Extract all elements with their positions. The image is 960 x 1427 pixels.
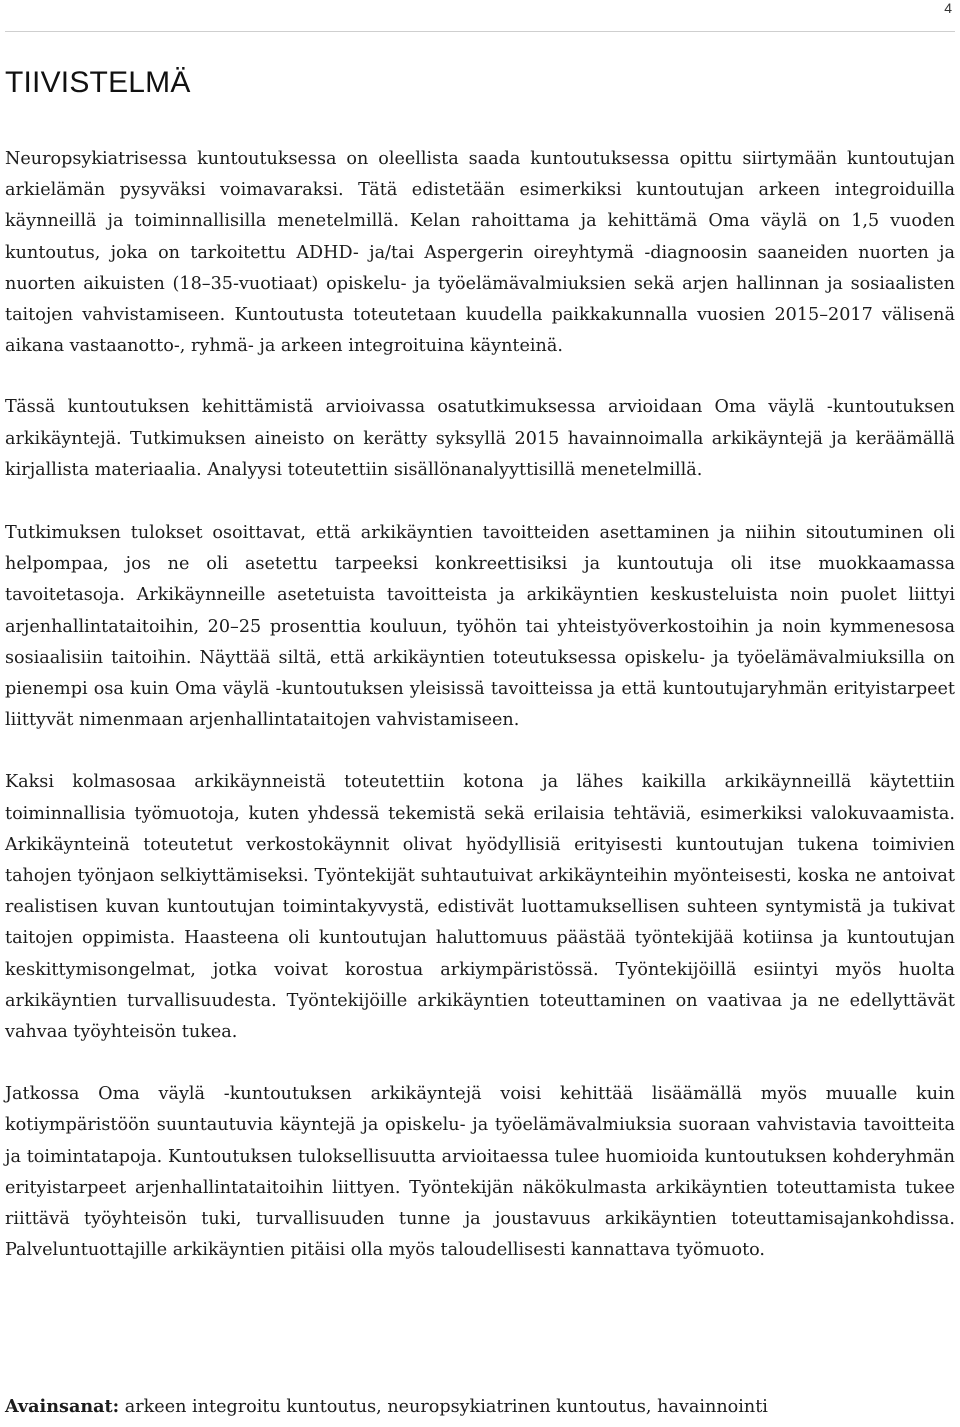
header-divider [5, 31, 955, 32]
paragraph-5: Jatkossa Oma väylä -kuntoutuksen arkikäyntejä voisi kehittää lisäämällä myös muualle kuin kotiympäristöön suuntautuvia käyntejä ja opiskelu- ja työelämävalmiuksia suoraan vahvistavia tavoitteita ja toimintatapoja. Kuntoutuksen tuloksellisuutta arvioitaessa tulee huomioida kuntoutuksen kohderyhmän erityistarpeet arjenhallintataitoihin liittyen. Työntekijän näkökulmasta arkikäyntien toteuttamista tukee riittävä työyhteisön tuki, turvallisuuden tunne ja joustavuus arkikäyntien toteuttamisajankohdissa. Palveluntuottajille arkikäyntien pitäisi olla myös taloudellisesti kannattava työmuoto. [5, 1084, 955, 1261]
paragraph-1: Neuropsykiatrisessa kuntoutuksessa on oleellista saada kuntoutuksessa opittu siirtymään kuntoutujan arkielämän pysyväksi voimavaraksi. Tätä edistetään esimerkiksi kuntoutujan arkeen integroiduilla käynneillä ja toiminnallisilla menetelmillä. Kelan rahoittama ja kehittämä Oma väylä on 1,5 vuoden kuntoutus, joka on tarkoitettu ADHD- ja/tai Aspergerin oireyhtymä -diagnoosin saaneiden nuorten ja nuorten aikuisten (18–35-vuotiaat) opiskelu- ja työelämävalmiuksien sekä arjen hallinnan ja sosiaalisten taitojen vahvistamiseen. Kuntoutusta toteutetaan kuudella paikkakunnalla vuosien 2015–2017 välisenä aikana vastaanotto-, ryhmä- ja arkeen integroituina käynteinä. [5, 149, 955, 357]
keywords-text: arkeen integroitu kuntoutus, neuropsykiatrinen kuntoutus, havainnointi [124, 1397, 768, 1417]
abstract-body [5, 144, 955, 1307]
paragraph-4: Kaksi kolmasosaa arkikäynneistä toteutettiin kotona ja lähes kaikilla arkikäynneillä käytettiin toiminnallisia työmuotoja, kuten yhdessä tekemistä sekä erilaisia tehtäviä, esimerkiksi valokuvaamista. Arkikäynteinä toteutetut verkostokäynnit olivat hyödyllisiä erityisesti kuntoutujan tukena toimivien tahojen työnjaon selkiyttämiseksi. Työntekijät suhtautuivat arkikäynteihin myönteisesti, koska ne antoivat realistisen kuvan kuntoutujan toimintakyvystä, edistivät luottamuksellisen suhteen syntymistä ja tukivat taitojen oppimista. Haasteena oli kuntoutujan haluttomuus päästää työntekijää kotiinsa ja kuntoutujan keskittymisongelmat, jotka voivat korostua arkiympäristössä. Työntekijöillä esiintyi myös huolta arkikäyntien turvallisuudesta. Työntekijöille arkikäyntien toteuttaminen on vaativaa ja ne edellyttävät vahvaa työyhteisön tukea. [5, 772, 955, 1043]
page-title: TIIVISTELMÄ [5, 66, 191, 99]
paragraph-2: Tässä kuntoutuksen kehittämistä arvioivassa osatutkimuksessa arvioidaan Oma väylä -kuntoutuksen arkikäyntejä. Tutkimuksen aineisto on kerätty syksyllä 2015 havainnoimalla arkikäyntejä ja keräämällä kirjallista materiaalia. Analyysi toteutettiin sisällönanalyyttisillä menetelmillä. [5, 397, 955, 480]
keywords-label: Avainsanat: [5, 1396, 120, 1417]
paragraph-3: Tutkimuksen tulokset osoittavat, että arkikäyntien tavoitteiden asettaminen ja niihin sitoutuminen oli helpompaa, jos ne oli asetettu tarpeeksi konkreettisiksi ja kuntoutuja oli itse muokkaamassa tavoitetasoja. Arkikäynneille asetetuista tavoitteista ja arkikäyntien keskusteluista noin puolet liittyi arjenhallintataitoihin, 20–25 prosenttia kouluun, työhön tai yhteistyöverkostoihin ja noin kymmenesosa sosiaalisiin taitoihin. Näyttää siltä, että arkikäyntien toteutuksessa opiskelu- ja työelämävalmiuksilla on pienempi osa kuin Oma väylä -kuntoutuksen yleisissä tavoitteissa ja että kuntoutujaryhmän erityistarpeet liittyvät nimenmaan arjenhallintataitojen vahvistamiseen. [5, 523, 955, 731]
page-number: 4 [944, 0, 952, 16]
keywords-line [5, 1396, 768, 1417]
